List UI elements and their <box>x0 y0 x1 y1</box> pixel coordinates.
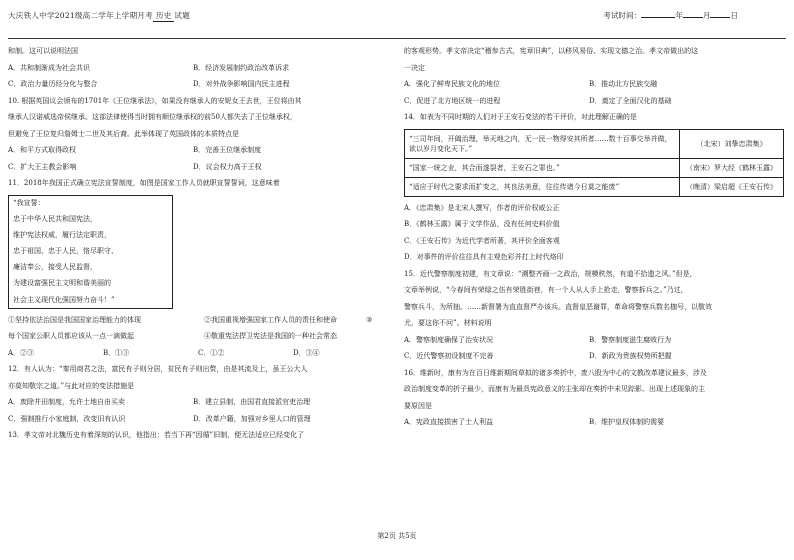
right-column <box>404 46 786 434</box>
option-b[interactable]: B．维护皇权体制的需要 <box>589 418 665 426</box>
q13-stem-line: 13．孝文帝对北魏历史有着深刻的认识，他指出：若当下再“因循”旧制，便无法适应已经变化了 <box>8 431 305 440</box>
q15-stem-line: 文章举例说，“今春间有荣绿之伍有荣胜街巷，有一个人从人手上抢走，警察拆兵之。”乃过， <box>404 286 688 294</box>
school-title: 大庆铁人中学2021级高二学年上学期月考 <box>8 11 153 20</box>
option-c[interactable]: C．《王安石传》为近代学者所著，其评价全面客观 <box>404 236 560 245</box>
page-number: 第2页 共5页 <box>377 532 417 540</box>
q12-stem-line: 亦莫知敬宗之道。”与此对应的变法措施是 <box>8 381 135 390</box>
q9-options-row-1 <box>8 63 390 73</box>
option-d[interactable]: D．新政为贵族权势所把握 <box>589 352 672 360</box>
statement-4: ④敬重宪法捍卫宪法是我国的一种社会常态 <box>204 332 337 341</box>
q11-statements-row-2 <box>8 331 390 341</box>
oath-line: 忠于祖国、忠于人民，恪尽职守、 <box>13 247 118 256</box>
q14-stem-line: 14．如表为不同时期的人们对于王安石变法的若干评价，对此理解正确的是 <box>404 113 637 121</box>
statement-1: ①坚持依法治国是我国国家治理能力的体现 <box>8 315 141 324</box>
q10-options-row-1 <box>8 145 390 155</box>
option-c[interactable]: C．促进了北方地区统一的进程 <box>404 96 501 105</box>
exam-time-label: 考试时间： <box>603 11 642 20</box>
option-a[interactable]: A．废除井田制度，允许土地自由买卖 <box>8 398 126 407</box>
q13-options-row-1 <box>404 79 786 89</box>
option-d[interactable]: D．改革户籍，加强对乡里人口的管理 <box>193 414 311 423</box>
day-label: 日 <box>730 11 738 20</box>
subject-field: 历史 <box>153 10 175 22</box>
q15-stem-line: 尤，要这你不问”。材料说明 <box>404 319 492 327</box>
option-c[interactable]: C．近代警察初设制度不完善 <box>404 352 494 360</box>
year-label: 年 <box>675 11 683 20</box>
q14-evaluation-table <box>404 129 784 197</box>
source-cell: （南宋）罗大经《鹤林玉露》 <box>680 158 784 177</box>
q15-stem-line: 警察兵斗，为所抽。……新督署为直直督严办该兵。直督皇恶谢罪，革命将警察兵数名枷号，以敬效 <box>404 302 712 311</box>
option-a[interactable]: A．②③ <box>8 348 35 357</box>
q12-options-row-1 <box>8 397 390 407</box>
quote-cell: “三司年间，开阖治理，举天地之内，无一民一物得安其所者……数十百事交举并做，欲以岁月变化天下。” <box>405 129 680 158</box>
q13-stem-line: 一决定 <box>404 63 425 72</box>
q16-options-row-1 <box>404 417 786 427</box>
option-b[interactable]: B．完善王位继承制度 <box>193 146 262 154</box>
q10-stem-line: 10. 根据英国议会颁布的1701年《王位继承法》，如果没有继承人的安妮女王去世，王位将由其 <box>8 96 302 105</box>
option-b[interactable]: B．警察制度滋生腐败行为 <box>589 335 672 344</box>
option-b[interactable]: B．①③ <box>103 348 130 357</box>
quote-cell: “国家一统之业，其合而遂裂者，王安石之罪也。” <box>405 158 680 177</box>
q16-stem-line: 16．维新时，康有为在百日维新期间草拟的诸多奏折中，废八股为中心的文教改革建议最多，涉及 <box>404 368 707 377</box>
oath-line: “我宣誓： <box>13 198 45 207</box>
option-b[interactable]: B．《鹤林玉露》属于文学作品，没有任何史料价值 <box>404 220 560 228</box>
q10-stem-line: 但避免了王位复归詹姆士二世及其后裔。此举体现了英国政体的本质特点是 <box>8 129 239 138</box>
option-d[interactable]: D．③④ <box>293 348 320 357</box>
option-d[interactable]: D．对事件的评价往往具有主观色彩并打上时代烙印 <box>404 253 564 261</box>
header-divider <box>8 38 786 39</box>
month-label: 月 <box>702 11 711 20</box>
oath-line: 忠于中华人民共和国宪法， <box>13 214 97 223</box>
q12-options-row-2 <box>8 414 390 424</box>
option-b[interactable]: B．经济发展制约政治改革诉求 <box>193 63 290 72</box>
oath-line: 维护宪法权威，履行法定职责， <box>13 230 111 239</box>
q9-options-row-2 <box>8 79 390 89</box>
statement-3: 每个国家公职人员都应该从一点一滴做起 <box>8 332 134 341</box>
option-c[interactable]: C．强制推行小家庭制，改变旧有认识 <box>8 414 126 423</box>
option-a[interactable]: A．强化了鲜卑民族文化的地位 <box>404 80 501 88</box>
oath-line: 社会主义现代化强国努力奋斗！” <box>13 295 115 304</box>
q13-stem-line: 的客观形势。孝文帝决定“稽参古式，宪章旧典”，以移风易俗、实现文德之治。孝文帝做出的这 <box>404 47 699 55</box>
q15-stem-line: 15．近代警察制度初建，有文章说：“溯整齐画一之政治，规模秩然，有道不拾遗之风。”但是， <box>404 269 697 278</box>
option-c[interactable]: C．政治力量历经分化与整合 <box>8 80 98 88</box>
option-d[interactable]: D．对外战争影响国内民主进程 <box>193 80 290 88</box>
option-d[interactable]: D．奠定了全面汉化的基础 <box>589 96 672 105</box>
source-cell: （晚清）梁启超《王安石传》 <box>680 177 784 196</box>
oath-text-box <box>8 195 173 309</box>
statement-3-marker: ③ <box>366 315 373 324</box>
option-a[interactable]: A．《忠肃集》是北宋人撰写，作者的评价权威公正 <box>404 203 560 212</box>
q12-stem-line: 12．有人认为：“秦用商君之法，富民有子则分居，贫民有子则出赘，由是其流及上，虽王公大人 <box>8 365 308 374</box>
q15-options-row-2 <box>404 351 786 361</box>
quote-cell: “适应于时代之要求而扩变之，其良法美意，往往传诸今日莫之能废” <box>405 177 680 196</box>
oath-line: 廉洁奉公，接受人民监督， <box>13 263 97 272</box>
option-d[interactable]: D．议会权力高于王权 <box>193 162 262 171</box>
q13-options-row-2 <box>404 96 786 106</box>
statement-2: ②我国重视增强国家工作人员的责任和使命 <box>204 315 337 324</box>
option-a[interactable]: A．和平方式取得政权 <box>8 146 77 154</box>
q10-stem-line: 继承人汉诺威选帝侯继承。这部法律使得当时拥有顺位继承权的前50人都失去了王位继承权， <box>8 113 297 121</box>
option-c[interactable]: C．扩大王主教会影响 <box>8 162 77 171</box>
exam-time-field <box>603 10 738 21</box>
source-cell: （北宋）刘挚忠肃集》 <box>680 129 784 158</box>
q11-statements-row-1 <box>8 315 390 325</box>
oath-line: 为建设富强民主文明和谐美丽的 <box>13 279 111 288</box>
option-b[interactable]: B．建立县制，由国君直接派官吏治理 <box>193 398 311 407</box>
question-continuation: 和制。这可以说明法国 <box>8 47 78 55</box>
left-column <box>8 46 390 447</box>
q15-options-row-1 <box>404 335 786 345</box>
option-a[interactable]: A．警察制度确保了治安状况 <box>404 335 494 344</box>
option-a[interactable]: A．共和制渐成为社会共识 <box>8 63 91 72</box>
table-row <box>405 177 784 196</box>
option-a[interactable]: A．宪政直接损害了士人利益 <box>404 418 494 426</box>
q16-stem-line: 要原因是 <box>404 401 432 410</box>
table-row <box>405 129 784 158</box>
page-header-title <box>8 10 190 22</box>
option-b[interactable]: B．推动北方民族交融 <box>589 80 658 88</box>
paper-label: 试题 <box>174 11 191 20</box>
option-c[interactable]: C．①② <box>198 348 225 357</box>
q16-stem-line: 政治制度变革的折子最少，而康有为最具宪政意义的主张却在奏折中未见踪影。出现上述现象的主 <box>404 385 705 393</box>
q11-stem-line: 11．2018年我国正式确立宪法宣誓制度，如图是国家工作人员就职宣誓誓词，这意味着 <box>8 179 280 187</box>
q10-options-row-2 <box>8 162 390 172</box>
table-row <box>405 158 784 177</box>
q11-options-row <box>8 348 390 358</box>
